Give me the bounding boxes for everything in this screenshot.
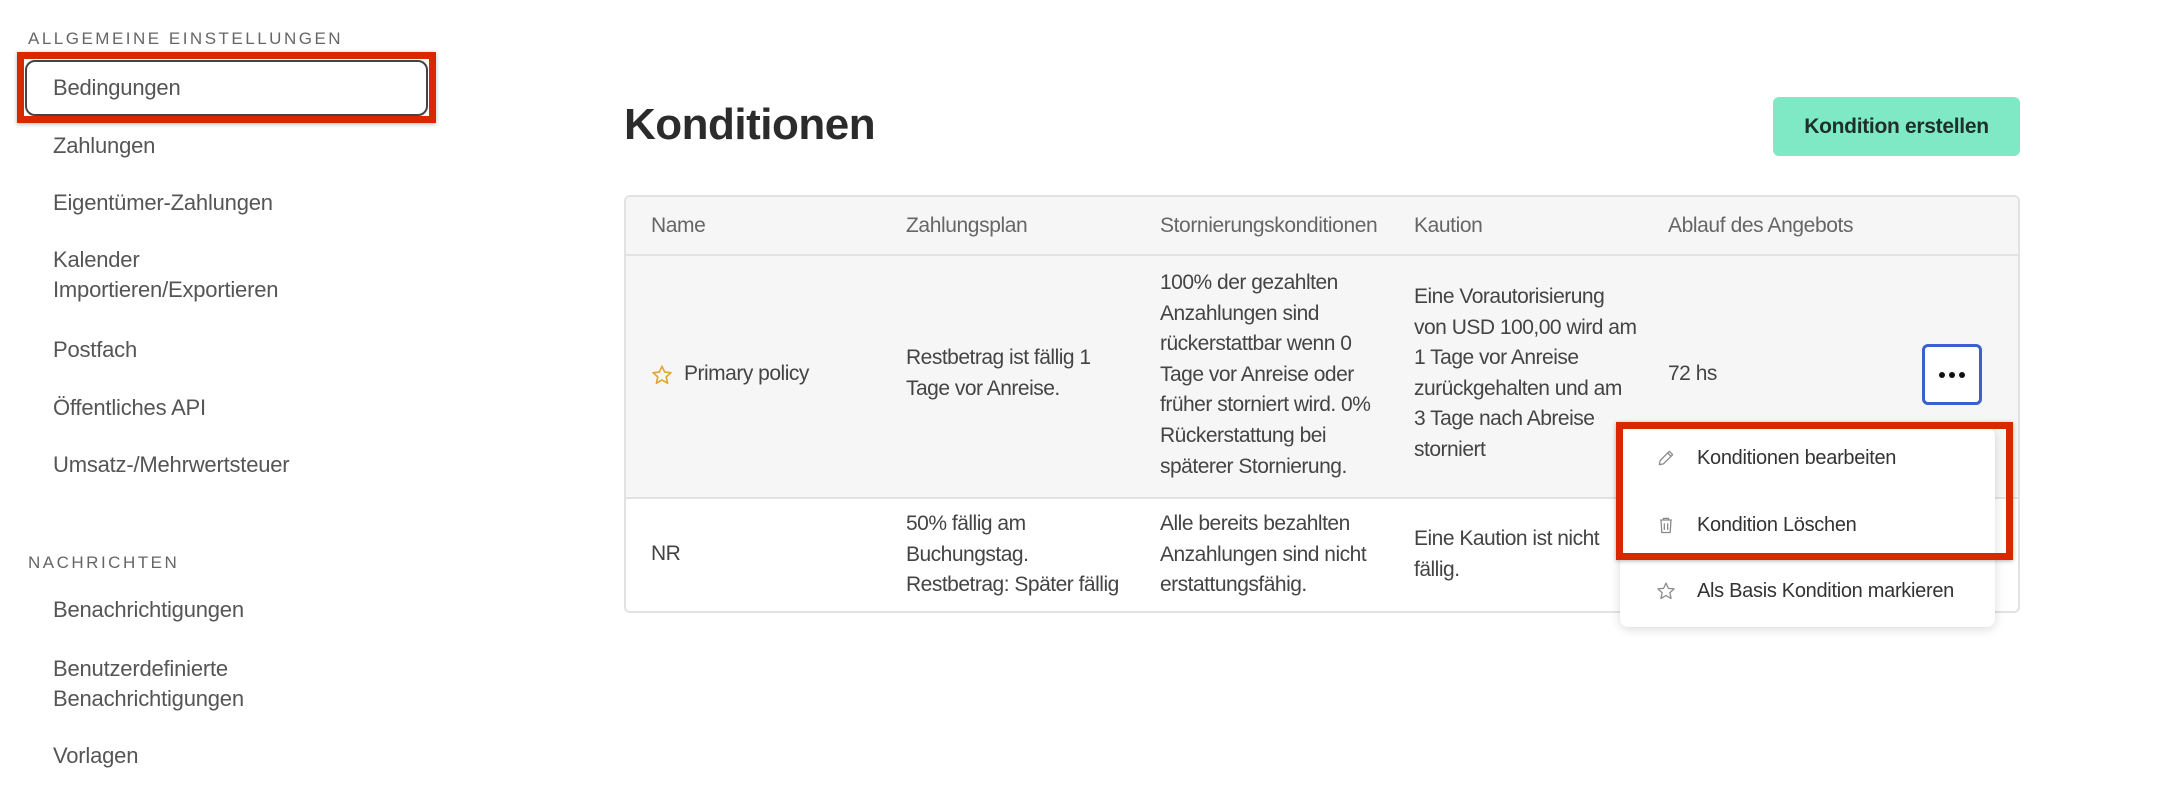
page-title: Konditionen — [624, 100, 876, 149]
menu-item-label: Kondition Löschen — [1697, 513, 1857, 536]
sidebar-item-zahlungen[interactable]: Zahlungen — [53, 133, 156, 158]
menu-item-mark-default[interactable] — [1620, 561, 1995, 621]
sidebar-item-postfach[interactable]: Postfach — [53, 337, 138, 362]
cell-name: Primary policy — [684, 362, 809, 385]
create-condition-button[interactable]: Kondition erstellen — [1773, 97, 2020, 156]
star-icon — [1656, 581, 1676, 601]
sidebar-item-steuer[interactable]: Umsatz-/Mehrwertsteuer — [53, 452, 290, 477]
column-header: Stornierungskonditionen — [1160, 214, 1378, 237]
sidebar-item-benachrichtigungen[interactable]: Benachrichtigungen — [53, 597, 244, 622]
cell-name: NR — [651, 542, 681, 565]
star-icon[interactable] — [651, 364, 673, 386]
more-icon — [1939, 372, 1945, 378]
cell-payment: 50% fällig am Buchungstag. Restbetrag: Später fällig — [906, 512, 1119, 597]
cell-deposit: Eine Vorautorisierung von USD 100,00 wird am 1 Tage vor Anreise zurückgehalten und am 3 Tage nach Abreise storniert — [1414, 285, 1637, 461]
section-title-general: ALLGEMEINE EINSTELLUNGEN — [28, 29, 344, 48]
sidebar-item-api[interactable]: Öffentliches API — [53, 395, 206, 420]
sidebar-item-bedingungen[interactable]: Bedingungen — [53, 75, 181, 100]
cell-cancellation: Alle bereits bezahlten Anzahlungen sind nicht erstattungsfähig. — [1160, 512, 1367, 597]
row-actions-button[interactable] — [1922, 344, 1982, 405]
cell-payment: Restbetrag ist fällig 1 Tage vor Anreise. — [906, 346, 1091, 400]
cell-expiry: 72 hs — [1668, 362, 1717, 385]
more-icon-dot — [1949, 372, 1955, 378]
menu-item-label: Konditionen bearbeiten — [1697, 446, 1897, 469]
menu-item-label: Als Basis Kondition markieren — [1697, 579, 1954, 602]
cell-cancellation: 100% der gezahlten Anzahlungen sind rückerstattbar wenn 0 Tage vor Anreise oder früher storniert wird. 0% Rückerstattung bei späterer Stornierung. — [1160, 271, 1371, 478]
column-header: Ablauf des Angebots — [1668, 214, 1854, 237]
column-header: Zahlungsplan — [906, 214, 1028, 237]
more-icon-dot — [1959, 372, 1965, 378]
cell-deposit: Eine Kaution ist nicht fällig. — [1414, 527, 1600, 581]
highlight-box-menu — [1616, 422, 2013, 560]
sidebar-item-vorlagen[interactable]: Vorlagen — [53, 743, 139, 768]
column-header: Name — [651, 214, 706, 237]
highlight-box-sidebar — [17, 52, 436, 123]
table-header — [626, 197, 2018, 256]
column-header: Kaution — [1414, 214, 1483, 237]
section-title-messages: NACHRICHTEN — [28, 553, 180, 572]
sidebar-item-benutzerdefinierte[interactable]: Benutzerdefinierte Benachrichtigungen — [53, 656, 244, 711]
sidebar-item-eigentuemer-zahlungen[interactable]: Eigentümer-Zahlungen — [53, 190, 273, 215]
sidebar-item-kalender[interactable]: Kalender Importieren/Exportieren — [53, 247, 279, 302]
